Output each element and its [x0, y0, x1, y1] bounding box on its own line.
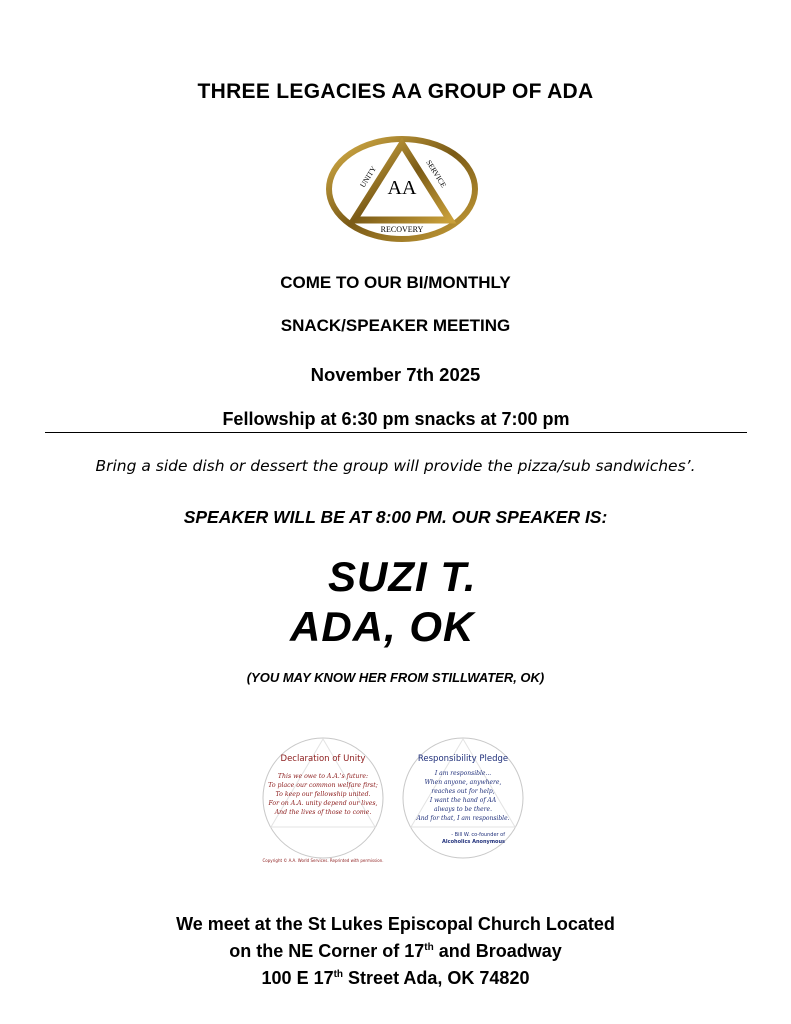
- invite-line-2: SNACK/SPEAKER MEETING: [280, 316, 511, 335]
- meeting-date: November 7th 2025: [310, 364, 481, 385]
- declaration-line: This we owe to A.A.'s future:: [277, 773, 369, 780]
- speaker-name: SUZI T.: [328, 553, 477, 600]
- unity-responsibility-graphic: [255, 735, 535, 865]
- declaration-line: To keep our fellowship united.: [275, 791, 371, 798]
- pledge-line: reaches out for help,: [431, 788, 495, 795]
- speaker-note: (YOU MAY KNOW HER FROM STILLWATER, OK): [246, 670, 545, 685]
- pledge-line: always to be there.: [434, 806, 492, 813]
- pledge-attribution: - Bill W. co-founder of: [451, 832, 505, 838]
- bring-instructions: Bring a side dish or dessert the group will provide the pizza/sub sandwiches’.: [95, 457, 696, 475]
- declaration-line: And the lives of those to come.: [274, 809, 372, 816]
- pledge-attribution: Alcoholics Anonymous: [442, 839, 505, 845]
- meeting-location: [0, 912, 791, 990]
- pledge-line: I am responsible...: [434, 770, 492, 777]
- location-line-2: on the NE Corner of 17th and Broadway: [229, 941, 562, 961]
- pledge-line: And for that, I am responsible.: [416, 815, 510, 822]
- declaration-line: To place our common welfare first;: [268, 782, 378, 789]
- logo-center-text: AA: [387, 177, 417, 199]
- invite-line-1: COME TO OUR BI/MONTHLY: [280, 273, 511, 292]
- logo-bottom-text: RECOVERY: [380, 225, 424, 234]
- location-line-1: We meet at the St Lukes Episcopal Church Located: [176, 914, 615, 934]
- speaker-intro: SPEAKER WILL BE AT 8:00 PM. OUR SPEAKER IS:: [183, 507, 608, 527]
- location-line-3: 100 E 17th Street Ada, OK 74820: [261, 968, 530, 988]
- pledge-title: Responsibility Pledge: [417, 754, 509, 764]
- logo-right-text: SERVICE: [424, 158, 449, 190]
- pledge-line: When anyone, anywhere,: [424, 779, 502, 786]
- pledge-line: I want the hand of AA: [429, 797, 497, 804]
- declaration-line: For on A.A. unity depend our lives,: [268, 800, 378, 807]
- aa-logo: [326, 136, 478, 242]
- page-title: THREE LEGACIES AA GROUP OF ADA: [197, 80, 594, 103]
- logo-left-text: UNITY: [358, 164, 379, 190]
- fellowship-text: Fellowship at 6:30 pm snacks at 7:00 pm: [222, 409, 570, 429]
- speaker-location: ADA, OK: [290, 603, 475, 650]
- fellowship-row: [45, 406, 747, 433]
- declaration-title: Declaration of Unity: [280, 754, 366, 764]
- copyright-text: Copyright © A.A. World Services. Reprinted with permission.: [262, 858, 384, 863]
